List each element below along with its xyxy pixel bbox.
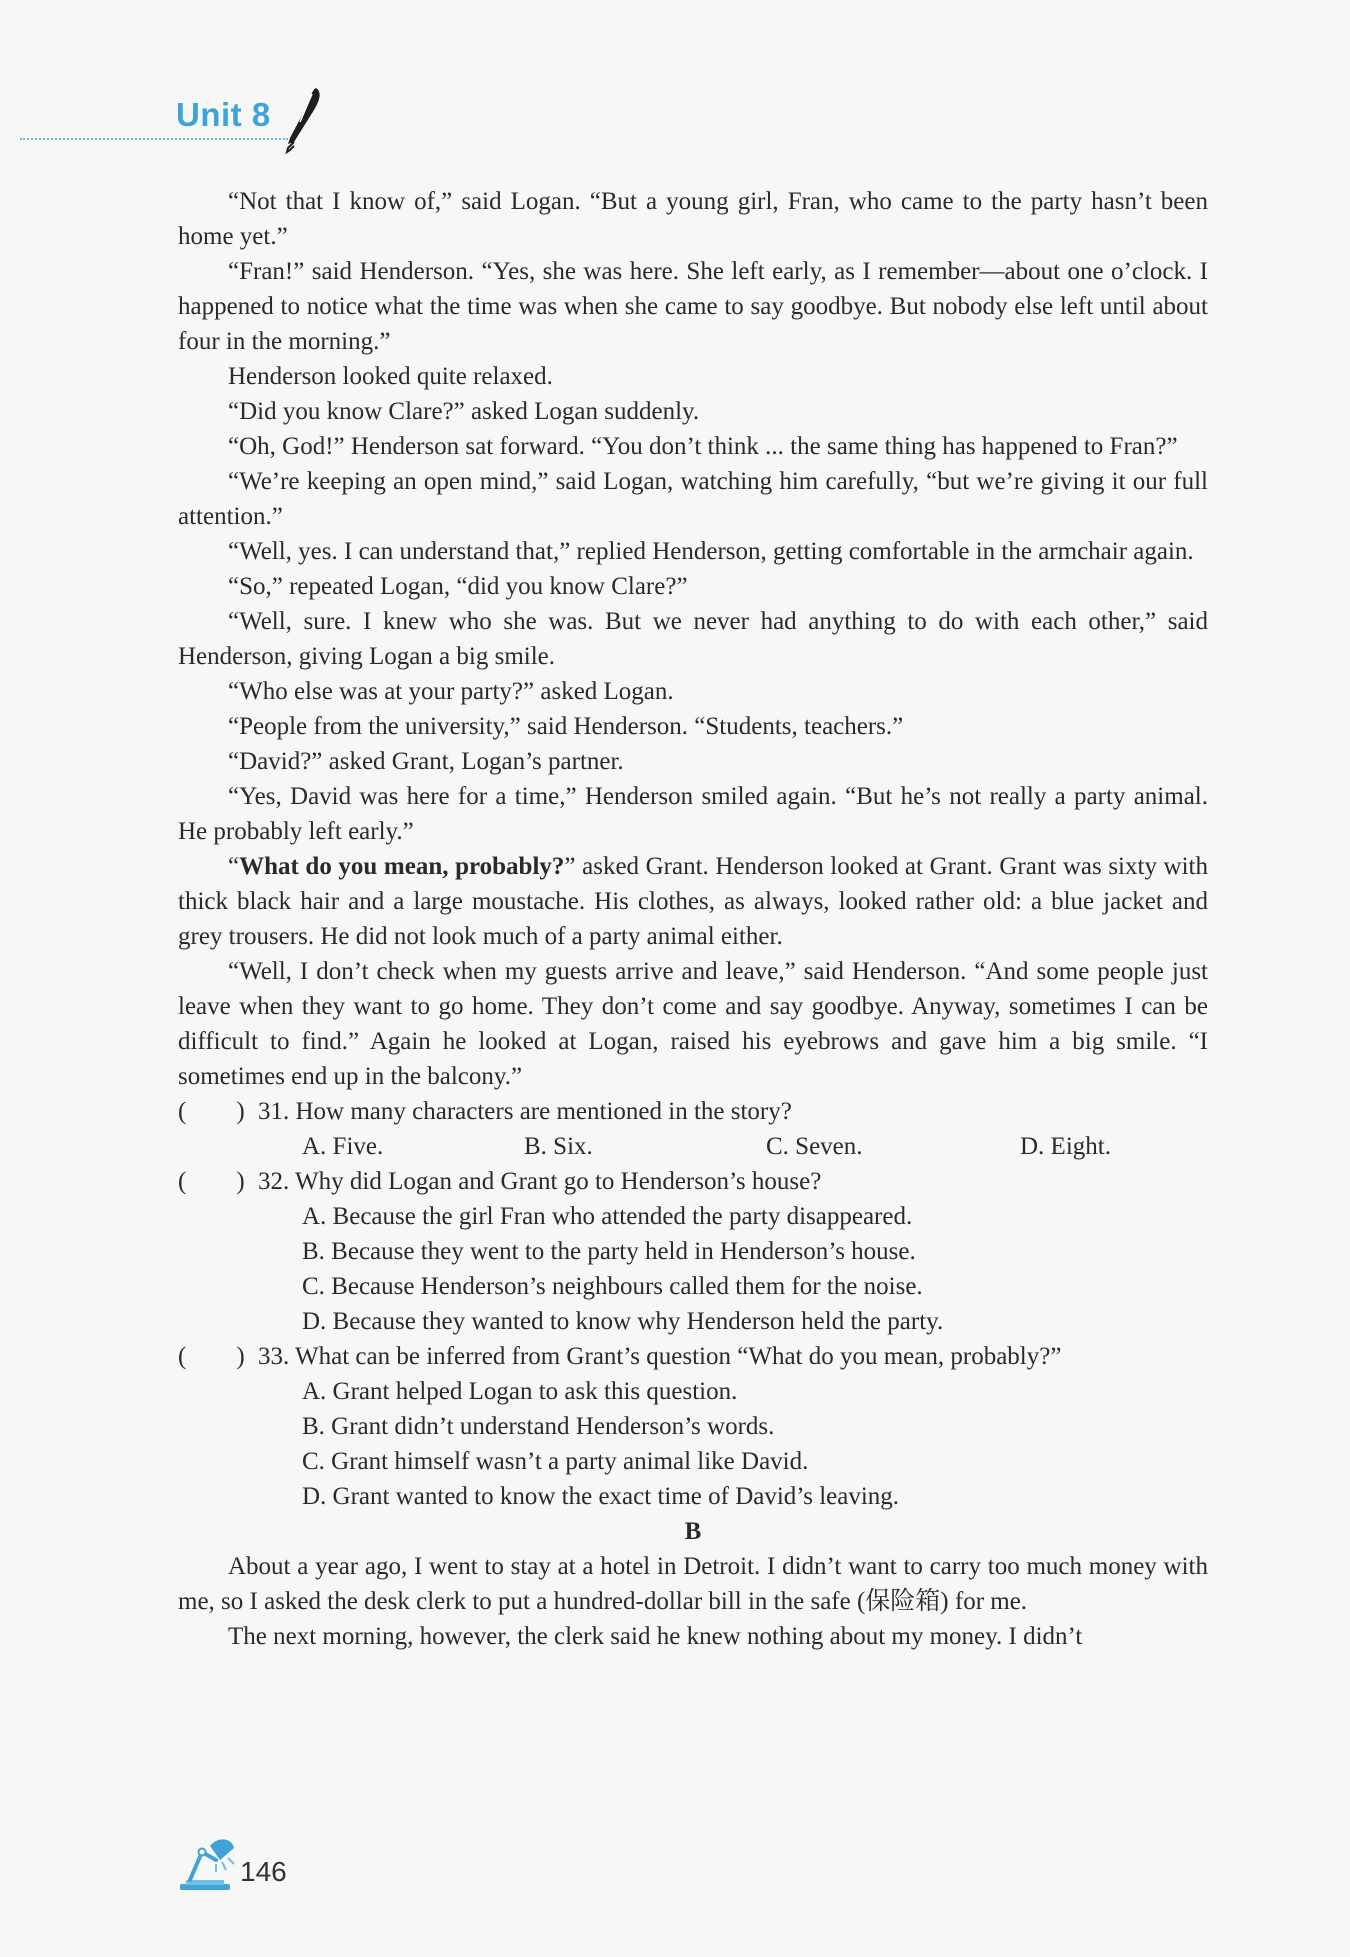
quote-rest: ” asked Grant. Henderson looked at Grant. Grant was sixty with thick black hair and a large moustache. His clothes, as always, looked rather old: a blue jacket and grey trousers. He did not look much of a party animal either. <box>178 853 1208 950</box>
answer-blank[interactable]: ( ) <box>178 1168 245 1195</box>
fountain-pen-icon <box>278 86 324 154</box>
option-a: A. Five. <box>302 1133 384 1160</box>
page-footer <box>176 1830 336 1900</box>
story-paragraph: “Did you know Clare?” asked Logan suddenly. <box>228 398 700 425</box>
option-a: A. Because the girl Fran who attended the party disappeared. <box>302 1203 913 1230</box>
option-d: D. Eight. <box>1020 1133 1111 1160</box>
reading-passage <box>178 184 1208 1654</box>
page-header <box>0 80 420 160</box>
story-paragraph: “Who else was at your party?” asked Logan. <box>228 678 674 705</box>
option-b: B. Six. <box>524 1133 593 1160</box>
desk-lamp-icon <box>176 1830 238 1894</box>
story-paragraph: “Well, I don’t check when my guests arrive and leave,” said Henderson. “And some people just leave when they want to go home. They don’t come and say goodbye. Anyway, sometimes I can be difficult to find.” Again he looked at Logan, raised his eyebrows and gave him a big smile. “I sometimes end up in the balcony.” <box>178 958 1208 1090</box>
story-paragraph-bold-quote <box>178 849 1208 954</box>
option-c: C. Grant himself wasn’t a party animal like David. <box>302 1448 809 1475</box>
option-b: B. Grant didn’t understand Henderson’s words. <box>302 1413 775 1440</box>
option-b: B. Because they went to the party held in Henderson’s house. <box>302 1238 916 1265</box>
option-c: C. Seven. <box>766 1133 863 1160</box>
story-paragraph: “Not that I know of,” said Logan. “But a young girl, Fran, who came to the party hasn’t been home yet.” <box>178 188 1208 250</box>
question-32-stem-row <box>178 1164 1208 1199</box>
page-number: 146 <box>240 1856 287 1887</box>
story-paragraph: “People from the university,” said Henderson. “Students, teachers.” <box>228 713 904 740</box>
story-paragraph: “Well, yes. I can understand that,” replied Henderson, getting comfortable in the armchair again. <box>228 538 1194 565</box>
question-31 <box>178 1094 1208 1164</box>
answer-blank[interactable]: ( ) <box>178 1343 245 1370</box>
story-paragraph: “Oh, God!” Henderson sat forward. “You don’t think ... the same thing has happened to Fran?” <box>228 433 1178 460</box>
option-c: C. Because Henderson’s neighbours called them for the noise. <box>302 1273 923 1300</box>
question-31-stem: 31. How many characters are mentioned in the story? <box>258 1098 792 1125</box>
story-paragraph: “Well, sure. I knew who she was. But we never had anything to do with each other,” said Henderson, giving Logan a big smile. <box>178 608 1208 670</box>
story-paragraph: “Yes, David was here for a time,” Henderson smiled again. “But he’s not really a party animal. He probably left early.” <box>178 783 1208 845</box>
story-paragraph: “David?” asked Grant, Logan’s partner. <box>228 748 624 775</box>
quote-open: “ <box>228 853 240 880</box>
story-paragraph: Henderson looked quite relaxed. <box>228 363 553 390</box>
story-paragraph: “So,” repeated Logan, “did you know Clare?” <box>228 573 688 600</box>
section-b-heading: B <box>684 1518 702 1545</box>
story-paragraph: “Fran!” said Henderson. “Yes, she was here. She left early, as I remember—about one o’clock. I happened to notice what the time was when she came to say goodbye. But nobody else left until about four in the morning.” <box>178 258 1208 355</box>
option-a: A. Grant helped Logan to ask this question. <box>302 1378 738 1405</box>
question-31-stem-row <box>178 1094 1208 1129</box>
question-33-stem: 33. What can be inferred from Grant’s question “What do you mean, probably?” <box>258 1343 1062 1370</box>
question-33 <box>178 1339 1208 1514</box>
option-d: D. Because they wanted to know why Henderson held the party. <box>302 1308 944 1335</box>
header-dotted-rule <box>20 138 288 140</box>
question-32-stem: 32. Why did Logan and Grant go to Henderson’s house? <box>258 1168 822 1195</box>
unit-title: Unit 8 <box>176 96 271 133</box>
option-d: D. Grant wanted to know the exact time of David’s leaving. <box>302 1483 900 1510</box>
question-31-options <box>178 1129 1208 1164</box>
section-b-paragraph: About a year ago, I went to stay at a hotel in Detroit. I didn’t want to carry too much money with me, so I asked the desk clerk to put a hundred-dollar bill in the safe (保险箱) for me. <box>178 1553 1208 1615</box>
bold-quote: What do you mean, probably? <box>239 853 565 880</box>
answer-blank[interactable]: ( ) <box>178 1098 245 1125</box>
section-b-paragraph: The next morning, however, the clerk said he knew nothing about my money. I didn’t <box>228 1623 1083 1650</box>
question-32 <box>178 1164 1208 1339</box>
question-33-stem-row <box>178 1339 1208 1374</box>
story-paragraph: “We’re keeping an open mind,” said Logan, watching him carefully, “but we’re giving it our full attention.” <box>178 468 1208 530</box>
